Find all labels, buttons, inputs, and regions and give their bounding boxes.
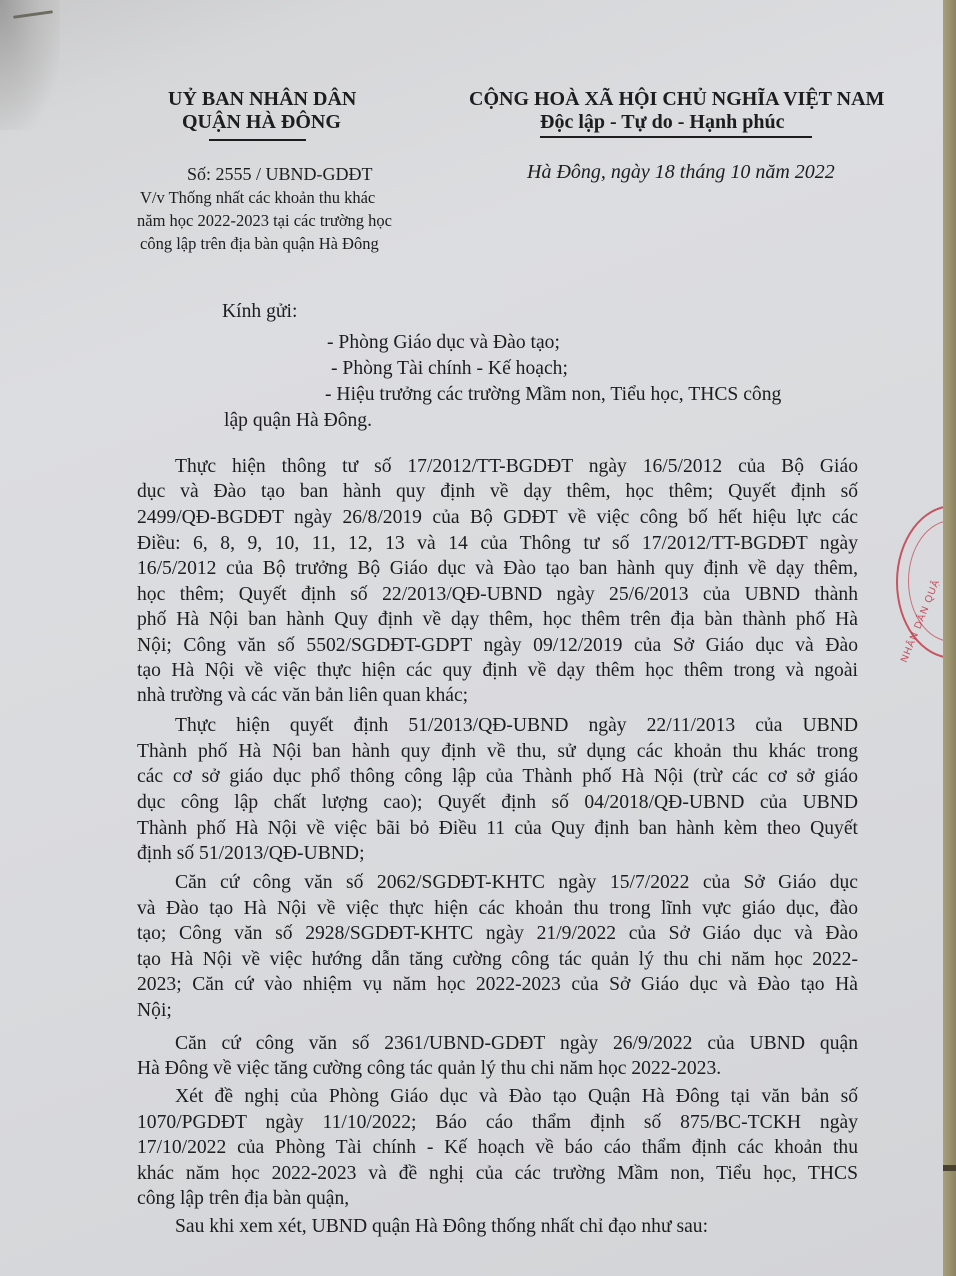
body-line: 2023; Căn cứ vào nhiệm vụ năm học 2022-2023 của Sở Giáo dục và Đào tạo Hà xyxy=(137,974,858,995)
body-line: Xét đề nghị của Phòng Giáo dục và Đào tạo Quận Hà Đông tại văn bản số xyxy=(175,1086,858,1107)
recipients-label: Kính gửi: xyxy=(222,301,298,322)
body-line: Thực hiện quyết định 51/2013/QĐ-UBND ngày 22/11/2013 của UBND xyxy=(175,715,858,736)
body-line: tạo Hà Nội về việc thực hiện các quy định về dạy thêm học thêm trong và ngoài xyxy=(137,660,858,681)
document-number: Số: 2555 / UBND-GDĐT xyxy=(187,164,373,184)
body-line: công lập trên địa bàn quận, xyxy=(137,1188,350,1209)
body-line: Điều: 6, 8, 9, 10, 11, 12, 13 và 14 của Thông tư số 17/2012/TT-BGDĐT ngày xyxy=(137,533,858,554)
body-line: các cơ sở giáo dục phổ thông công lập của Thành phố Hà Nội (trừ các cơ sở giáo xyxy=(137,766,858,787)
body-line: 17/10/2022 của Phòng Tài chính - Kế hoạch về báo cáo thẩm định các khoản thu xyxy=(137,1137,858,1158)
body-line: dục và Đào tạo ban hành quy định về dạy thêm, học thêm; Quyết định số xyxy=(137,481,858,502)
body-line: tạo; Công văn số 2928/SGDĐT-KHTC ngày 21/9/2022 của Sở Giáo dục và Đào xyxy=(137,923,858,944)
body-line: Hà Đông về việc tăng cường công tác quản lý thu chi năm học 2022-2023. xyxy=(137,1058,722,1079)
header-right-underline xyxy=(540,136,812,138)
background-edge-shadow xyxy=(943,1165,956,1171)
issuing-org-line1: UỶ BAN NHÂN DÂN xyxy=(168,88,357,110)
body-line: Thực hiện thông tư số 17/2012/TT-BGDĐT ngày 16/5/2012 của Bộ Giáo xyxy=(175,456,858,477)
subject-line3: công lập trên địa bàn quận Hà Đông xyxy=(140,234,379,253)
body-line: Thành phố Hà Nội về việc bãi bỏ Điều 11 của Quy định ban hành kèm theo Quyết xyxy=(137,818,858,839)
body-line: Nội; Công văn số 5502/SGDĐT-GDPT ngày 09/12/2019 của Sở Giáo dục và Đào xyxy=(137,635,858,656)
body-line: định số 51/2013/QĐ-UBND; xyxy=(137,843,365,864)
national-motto: Độc lập - Tự do - Hạnh phúc xyxy=(540,111,785,133)
body-line: học thêm; Quyết định số 22/2013/QĐ-UBND ngày 25/6/2013 của UBND thành xyxy=(137,584,858,605)
body-line: Nội; xyxy=(137,1000,172,1021)
body-line: phố Hà Nội ban hành Quy định về dạy thêm, học thêm trên địa bàn thành phố Hà xyxy=(137,609,858,630)
issuing-org-line2: QUẬN HÀ ĐÔNG xyxy=(182,111,341,133)
header-left-underline xyxy=(209,139,306,141)
subject-line2: năm học 2022-2023 tại các trường học xyxy=(137,211,393,230)
body-line: 2499/QĐ-BGDĐT ngày 26/8/2019 của Bộ GDĐT về việc công bố hết hiệu lực các xyxy=(137,507,858,528)
body-line: nhà trường và các văn bản liên quan khác; xyxy=(137,685,469,706)
place-and-date: Hà Đông, ngày 18 tháng 10 năm 2022 xyxy=(527,161,835,183)
body-line: tạo Hà Nội về việc hướng dẫn tăng cường công tác quản lý thu chi năm học 2022- xyxy=(137,949,858,970)
recipient-continuation: lập quận Hà Đông. xyxy=(224,410,373,431)
background-edge xyxy=(943,0,956,1276)
page-corner-shadow xyxy=(0,0,60,130)
recipient-item: - Phòng Tài chính - Kế hoạch; xyxy=(331,358,568,379)
body-line: 1070/PGDĐT ngày 11/10/2022; Báo cáo thẩm định số 875/BC-TCKH ngày xyxy=(137,1112,858,1133)
recipient-item: - Phòng Giáo dục và Đào tạo; xyxy=(327,332,560,353)
body-line: 16/5/2012 của Bộ trưởng Bộ Giáo dục và Đào tạo ban hành quy định về dạy thêm, xyxy=(137,558,858,579)
recipient-item: - Hiệu trưởng các trường Mầm non, Tiểu học, THCS công xyxy=(325,384,782,405)
body-line: và Đào tạo Hà Nội về việc thực hiện các khoản thu trong lĩnh vực giáo dục, đào xyxy=(137,898,858,919)
body-line: Sau khi xem xét, UBND quận Hà Đông thống nhất chỉ đạo như sau: xyxy=(175,1216,709,1237)
body-line: Thành phố Hà Nội ban hành quy định về thu, sử dụng các khoản thu khác trong xyxy=(137,741,858,762)
nation-name: CỘNG HOÀ XÃ HỘI CHỦ NGHĨA VIỆT NAM xyxy=(469,88,885,110)
subject-line1: V/v Thống nhất các khoản thu khác xyxy=(140,188,376,207)
stamp-text: NHÂN DÂN QUẬ xyxy=(899,577,943,665)
body-line: Căn cứ công văn số 2062/SGDĐT-KHTC ngày 15/7/2022 của Sở Giáo dục xyxy=(175,872,858,893)
body-line: khác năm học 2022-2023 và đề nghị của các trường Mầm non, Tiểu học, THCS xyxy=(137,1163,858,1184)
body-line: dục công lập chất lượng cao); Quyết định số 04/2018/QĐ-UBND của UBND xyxy=(137,792,858,813)
body-line: Căn cứ công văn số 2361/UBND-GDĐT ngày 26/9/2022 của UBND quận xyxy=(175,1033,858,1054)
